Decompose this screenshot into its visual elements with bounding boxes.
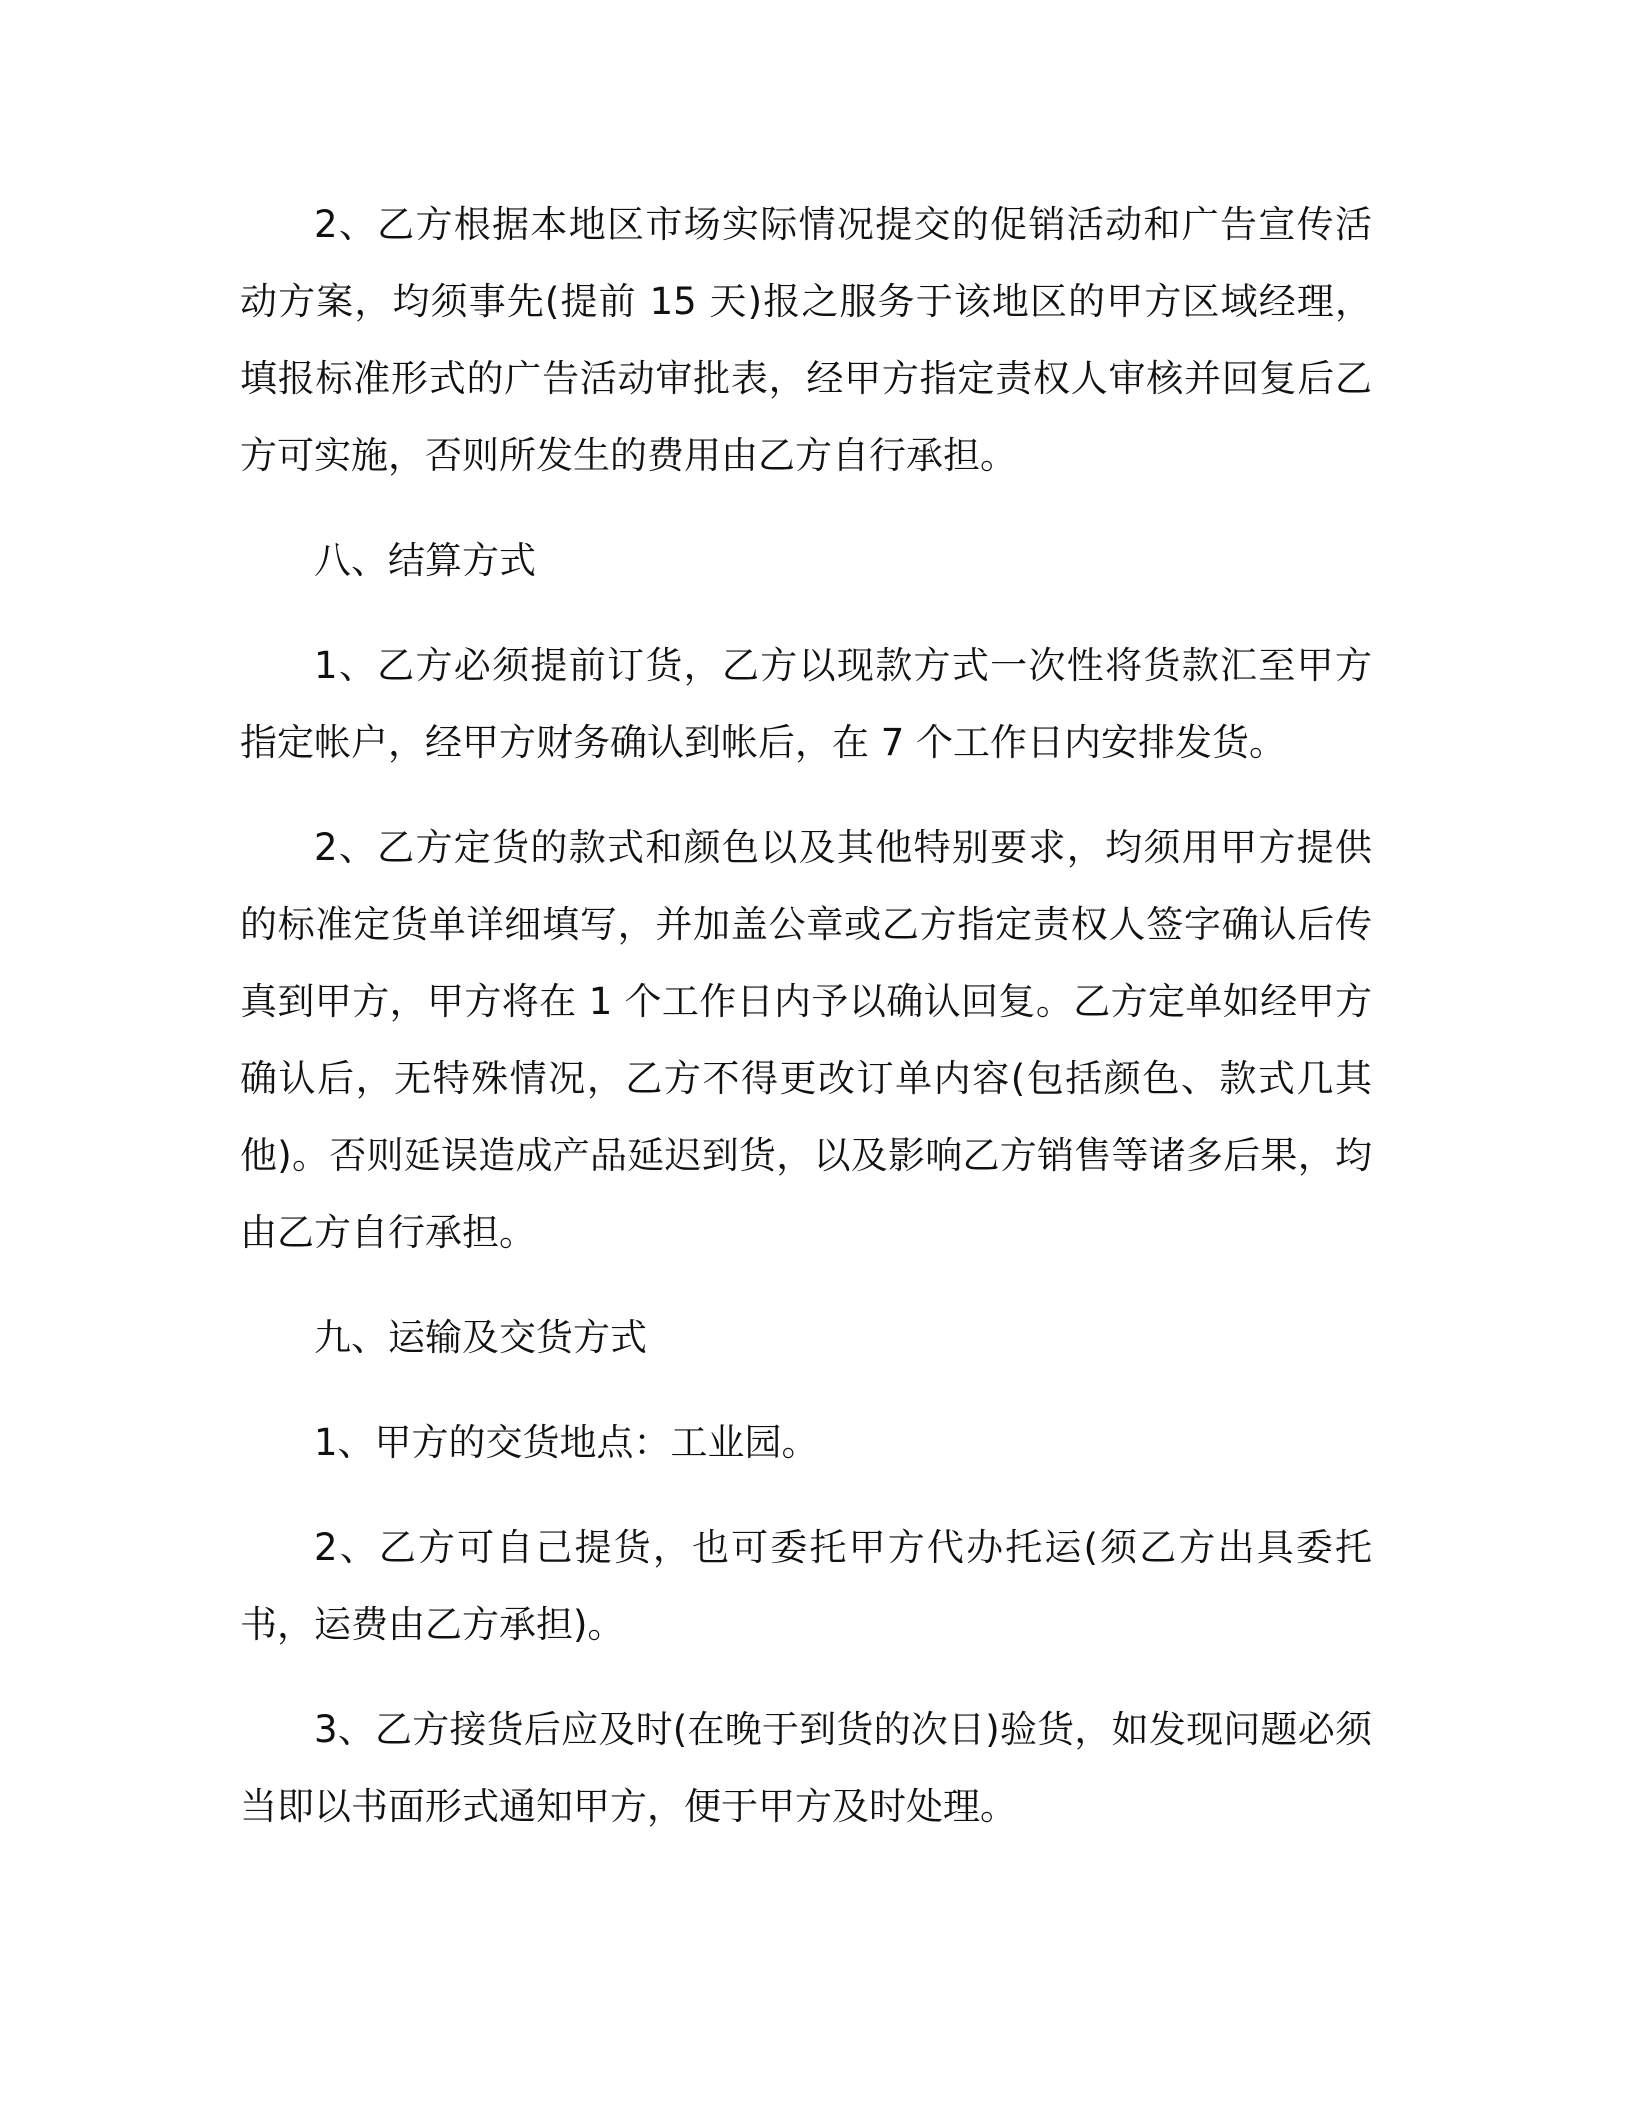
document-body: [240, 186, 1372, 1873]
section-heading-settlement: 八、结算方式: [314, 539, 536, 582]
section-heading-delivery: 九、运输及交货方式: [314, 1316, 647, 1359]
paragraph-pickup-shipping: 2、乙方可自己提货，也可委托甲方代办托运(须乙方出具委托书，运费由乙方承担)。: [240, 1526, 1372, 1646]
paragraph-promotion-approval: 2、乙方根据本地区市场实际情况提交的促销活动和广告宣传活动方案，均须事先(提前 15 天)报之服务于该地区的甲方区域经理，填报标准形式的广告活动审批表，经甲方指定责权人审核并回复后乙方可实施，否则所发生的费用由乙方自行承担。: [240, 203, 1372, 477]
paragraph-advance-order: 1、乙方必须提前订货，乙方以现款方式一次性将货款汇至甲方指定帐户，经甲方财务确认到帐后，在 7 个工作日内安排发货。: [240, 644, 1372, 764]
paragraph-inspection: 3、乙方接货后应及时(在晚于到货的次日)验货，如发现问题必须当即以书面形式通知甲方，便于甲方及时处理。: [240, 1708, 1372, 1828]
paragraph-order-form: 2、乙方定货的款式和颜色以及其他特别要求，均须用甲方提供的标准定货单详细填写，并加盖公章或乙方指定责权人签字确认后传真到甲方，甲方将在 1 个工作日内予以确认回复。乙方定单如经甲方确认后，无特殊情况，乙方不得更改订单内容(包括颜色、款式几其他)。否则延误造成产品延迟到货，以及影响乙方销售等诸多后果，均由乙方自行承担。: [240, 826, 1372, 1254]
paragraph-delivery-location: 1、甲方的交货地点：工业园。: [314, 1421, 819, 1464]
